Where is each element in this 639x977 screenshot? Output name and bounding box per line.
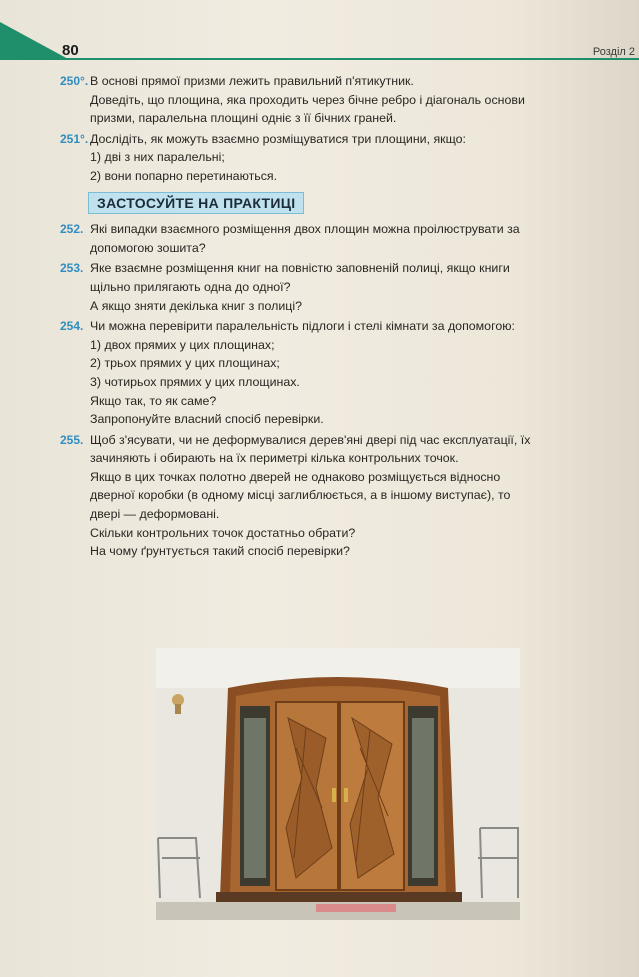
chapter-label: Розділ 2 xyxy=(592,46,635,58)
exercise-text-line: Щоб з'ясувати, чи не деформувалися дерев'яні двері під час експлуатації, їх xyxy=(90,432,531,447)
exercise-text-line: призми, паралельна площині одніє з її бічних граней. xyxy=(90,111,397,126)
door-photo xyxy=(156,648,520,920)
exercise-text-line: Чи можна перевірити паралельність підлоги і стелі кімнати за допомогою: xyxy=(90,319,515,334)
exercise-number: 251°. xyxy=(60,131,89,146)
exercise-text-line: 1) двох прямих у цих площинах; xyxy=(90,337,275,352)
exercise xyxy=(60,72,630,128)
exercise-text-line: 1) дві з них паралельні; xyxy=(90,150,225,165)
exercise-text-line: двері — деформовані. xyxy=(90,507,220,522)
exercise-text-line: зачиняють і обирають на їх периметрі кілька контрольних точок. xyxy=(90,451,459,466)
exercise-number: 250°. xyxy=(60,74,89,88)
exercise-number: 254. xyxy=(60,319,84,334)
exercise-text-line: 2) вони попарно перетинаються. xyxy=(90,168,278,183)
exercise xyxy=(60,431,630,561)
exercise-list-after xyxy=(60,220,630,561)
exercise-list-before xyxy=(60,72,630,186)
exercise-text-line: Доведіть, що площина, яка проходить через бічне ребро і діагональ основи xyxy=(90,92,525,107)
exercise-text-line: 2) трьох прямих у цих площинах; xyxy=(90,356,280,371)
exercise-text-line: Які випадки взаємного розміщення двох площин можна проілюструвати за xyxy=(90,222,520,237)
corner-decoration xyxy=(0,22,70,60)
exercise xyxy=(60,220,630,257)
page-content xyxy=(60,72,630,563)
exercise-number: 255. xyxy=(60,432,84,447)
exercise-text-line: щільно прилягають одна до одної? xyxy=(90,279,291,294)
exercise-text-line: Дослідіть, як можуть взаємно розміщуватися три площини, якщо: xyxy=(90,131,466,146)
exercise xyxy=(60,259,630,315)
exercise-text-line: А якщо зняти декілька книг з полиці? xyxy=(90,298,302,313)
exercise-text-line: Запропонуйте власний спосіб перевірки. xyxy=(90,412,324,427)
exercise xyxy=(60,317,630,429)
exercise-text-line: На чому ґрунтується такий спосіб перевірки? xyxy=(90,544,350,559)
exercise-text-line: В основі прямої призми лежить правильний п'ятикутник. xyxy=(90,74,414,88)
exercise-number: 252. xyxy=(60,222,84,237)
exercise-number: 253. xyxy=(60,261,84,276)
exercise-text-line: Якщо в цих точках полотно дверей не однаково розміщується відносно xyxy=(90,469,501,484)
exercise-text-line: Яке взаємне розміщення книг на повністю заповненій полиці, якщо книги xyxy=(90,261,510,276)
exercise-text-line: допомогою зошита? xyxy=(90,240,206,255)
exercise-text-line: Скільки контрольних точок достатньо обрати? xyxy=(90,525,356,540)
exercise-text-line: Якщо так, то як саме? xyxy=(90,393,217,408)
page-number: 80 xyxy=(62,42,79,59)
exercise-text-line: 3) чотирьох прямих у цих площинах. xyxy=(90,374,300,389)
carved-wooden-double-door-icon xyxy=(156,648,520,920)
header-rule xyxy=(0,58,639,60)
section-title: ЗАСТОСУЙТЕ НА ПРАКТИЦІ xyxy=(88,192,304,215)
exercise-text-line: дверної коробки (в одному місці заглиблюється, а в іншому виступає), то xyxy=(90,488,511,503)
exercise xyxy=(60,130,630,186)
